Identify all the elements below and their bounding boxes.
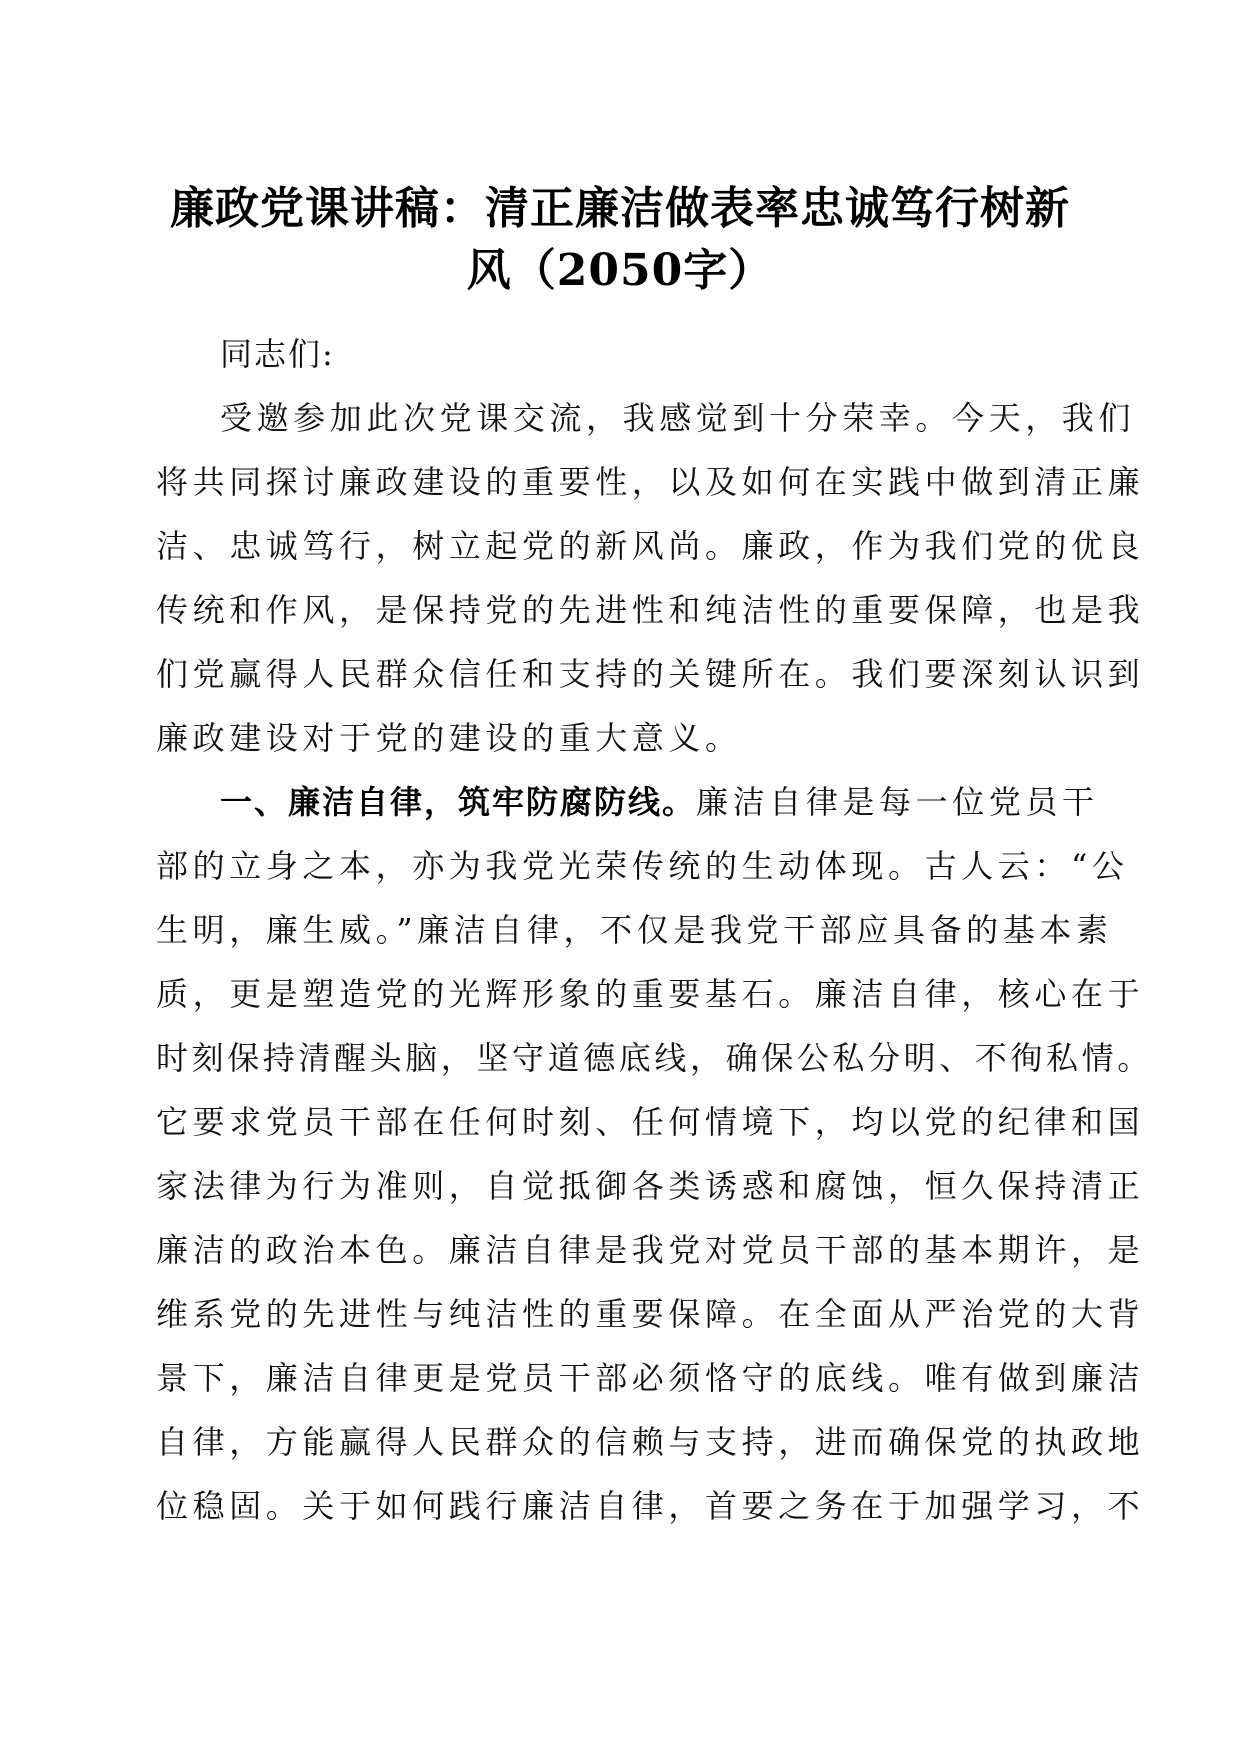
section-1-line: 它要求党员干部在任何时刻、任何情境下，均以党的纪律和国 bbox=[156, 1103, 1145, 1141]
section-1-line: 景下，廉洁自律更是党员干部必须恪守的底线。唯有做到廉洁 bbox=[156, 1359, 1145, 1397]
section-1-line: 部的立身之本，亦为我党光荣传统的生动体现。古人云：“公 bbox=[156, 847, 1129, 885]
document-body bbox=[156, 322, 1153, 1538]
paragraph-1-line: 廉政建设对于党的建设的重大意义。 bbox=[156, 719, 742, 757]
section-1-first-line bbox=[156, 770, 1099, 834]
document-title bbox=[140, 178, 1100, 302]
section-1-line: 时刻保持清醒头脑，坚守道德底线，确保公私分明、不徇私情。 bbox=[156, 1039, 1153, 1077]
section-1-line: 生明，廉生威。”廉洁自律，不仅是我党干部应具备的基本素 bbox=[156, 911, 1113, 949]
section-1-line: 家法律为行为准则，自觉抵御各类诱惑和腐蚀，恒久保持清正 bbox=[156, 1167, 1145, 1205]
title-line-2: 风（2050字） bbox=[466, 245, 774, 296]
paragraph-1-line: 们党赢得人民群众信任和支持的关键所在。我们要深刻认识到 bbox=[156, 655, 1145, 693]
paragraph-1-line: 洁、忠诚笃行，树立起党的新风尚。廉政，作为我们党的优良 bbox=[156, 527, 1145, 565]
section-1-line: 位稳固。关于如何践行廉洁自律，首要之务在于加强学习，不 bbox=[156, 1487, 1145, 1525]
section-1-line: 维系党的先进性与纯洁性的重要保障。在全面从严治党的大背 bbox=[156, 1295, 1145, 1333]
title-line-1: 廉政党课讲稿：清正廉洁做表率忠诚笃行树新 bbox=[170, 183, 1070, 234]
section-1-first-line-text: 廉洁自律是每一位党员干 bbox=[696, 783, 1099, 821]
section-1-heading: 一、廉洁自律，筑牢防腐防线。 bbox=[220, 783, 697, 821]
paragraph-1-line: 受邀参加此次党课交流，我感觉到十分荣幸。今天，我们 bbox=[220, 399, 1136, 437]
paragraph-1-line: 将共同探讨廉政建设的重要性，以及如何在实践中做到清正廉 bbox=[156, 463, 1145, 501]
paragraph-1-line: 传统和作风，是保持党的先进性和纯洁性的重要保障，也是我 bbox=[156, 591, 1145, 629]
greeting: 同志们: bbox=[220, 335, 335, 373]
section-1-line: 自律，方能赢得人民群众的信赖与支持，进而确保党的执政地 bbox=[156, 1423, 1145, 1461]
section-1-line: 廉洁的政治本色。廉洁自律是我党对党员干部的基本期许，是 bbox=[156, 1231, 1145, 1269]
section-1-line: 质，更是塑造党的光辉形象的重要基石。廉洁自律，核心在于 bbox=[156, 975, 1145, 1013]
